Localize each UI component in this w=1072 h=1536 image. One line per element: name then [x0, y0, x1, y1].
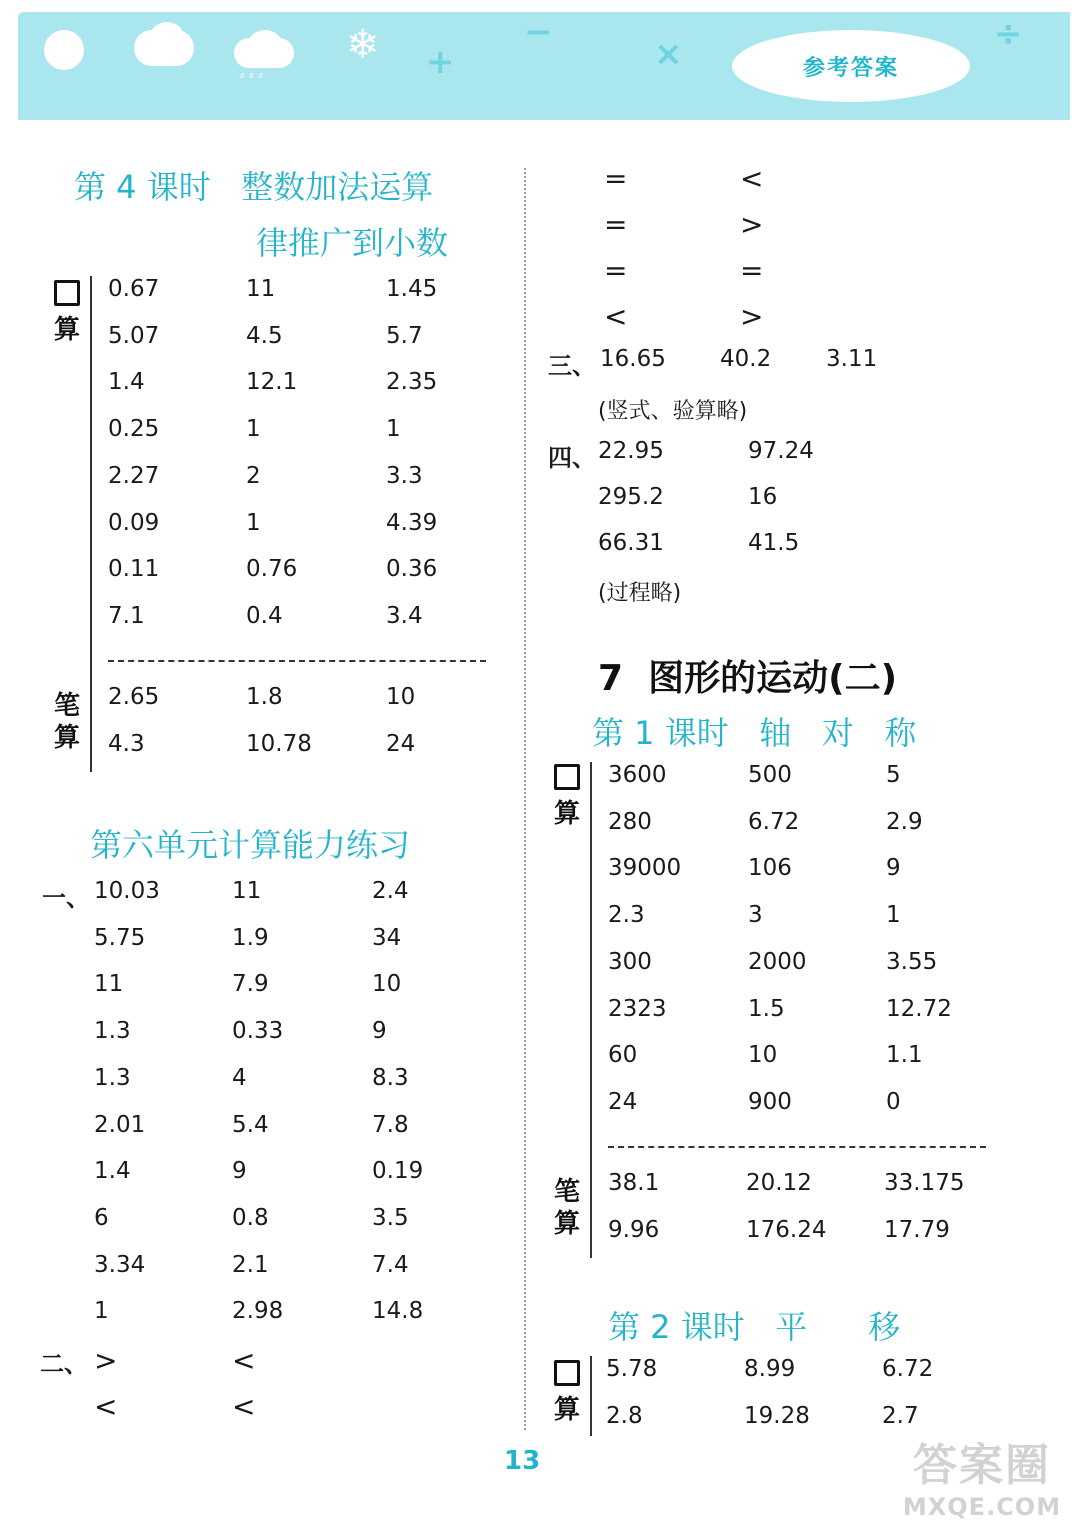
- unit-7-title: 7 图形的运动(二): [598, 658, 898, 699]
- answer-cell: 295.2: [598, 484, 664, 510]
- answer-cell: 0.36: [386, 556, 438, 583]
- answer-cell: 38.1: [608, 1170, 660, 1196]
- comparison-sign: <: [94, 1390, 118, 1423]
- answer-cell: 6: [94, 1204, 109, 1231]
- answer-cell: 0.11: [108, 556, 160, 583]
- answer-cell: 4: [232, 1064, 247, 1091]
- answer-cell: 12.72: [886, 995, 952, 1022]
- answer-cell: 2.65: [108, 684, 160, 710]
- part-3-label: 三、: [548, 352, 596, 380]
- comparison-sign: <: [604, 300, 628, 333]
- answer-cell: 6.72: [748, 808, 800, 835]
- answer-cell: 1: [94, 1298, 109, 1325]
- answer-cell: 6.72: [882, 1356, 934, 1382]
- answer-cell: 1: [246, 416, 261, 443]
- answer-cell: 1.4: [108, 369, 145, 396]
- part-4-label: 四、: [548, 444, 596, 472]
- answer-cell: 3.5: [372, 1204, 409, 1231]
- answer-cell: 2.9: [886, 808, 923, 835]
- mouth-icon: [554, 1360, 580, 1386]
- answer-cell: 2.01: [94, 1111, 146, 1138]
- answer-cell: 8.99: [744, 1356, 796, 1382]
- answer-cell: 3.34: [94, 1251, 146, 1278]
- plus-icon: +: [426, 42, 455, 82]
- answer-cell: 17.79: [884, 1216, 950, 1243]
- answer-cell: 1.3: [94, 1018, 131, 1045]
- part-2-label: 二、: [40, 1350, 88, 1378]
- mouth-icon: [54, 280, 80, 306]
- answer-cell: 7.9: [232, 971, 269, 998]
- answer-cell: 16: [748, 484, 778, 510]
- column-divider: [524, 168, 526, 1430]
- answer-cell: 2.4: [372, 878, 409, 904]
- answer-cell: 3.55: [886, 948, 938, 975]
- answer-cell: 60: [608, 1042, 638, 1069]
- answer-cell: 1: [886, 902, 901, 929]
- dashed-separator: [608, 1146, 986, 1148]
- answer-cell: 0.67: [108, 276, 160, 302]
- answer-bracket-line: [90, 276, 92, 772]
- answer-cell: 7.1: [108, 602, 145, 629]
- answer-cell: 3.11: [826, 346, 878, 372]
- answer-cell: 22.95: [598, 438, 664, 464]
- answer-cell: 2.1: [232, 1251, 269, 1278]
- answer-cell: 14.8: [372, 1298, 424, 1325]
- answer-cell: 5.75: [94, 924, 146, 951]
- answer-cell: 2.7: [882, 1402, 919, 1429]
- answer-cell: 24: [608, 1088, 638, 1115]
- kousuan-label: 算: [552, 764, 582, 830]
- mouth-icon: [554, 764, 580, 790]
- answer-cell: 39000: [608, 855, 682, 882]
- times-icon: ×: [654, 34, 683, 74]
- lesson-4-title-line2: 律推广到小数: [256, 224, 449, 262]
- lesson-1-title: 第 1 课时 轴 对 称: [592, 714, 917, 752]
- answer-cell: 300: [608, 948, 652, 975]
- answer-cell: 0.33: [232, 1018, 284, 1045]
- answer-cell: 10.03: [94, 878, 160, 904]
- comparison-sign: >: [740, 300, 764, 333]
- answer-cell: 3: [748, 902, 763, 929]
- answer-cell: 0.09: [108, 509, 160, 536]
- answer-cell: 2.27: [108, 462, 160, 489]
- answer-key-badge: [732, 30, 970, 102]
- answer-cell: 9: [372, 1018, 387, 1045]
- lesson-4-title: 第 4 课时 整数加法运算: [74, 168, 434, 206]
- answer-cell: 2000: [748, 948, 807, 975]
- answer-cell: 3.4: [386, 602, 423, 629]
- answer-cell: 41.5: [748, 530, 800, 556]
- snowflake-icon: ❄: [346, 22, 380, 68]
- answer-cell: 1.8: [246, 684, 283, 710]
- answer-cell: 0: [886, 1088, 901, 1115]
- answer-cell: 0.8: [232, 1204, 269, 1231]
- answer-cell: 9: [886, 855, 901, 882]
- answer-cell: 40.2: [720, 346, 772, 372]
- answer-cell: 2323: [608, 995, 667, 1022]
- answer-cell: 2.98: [232, 1298, 284, 1325]
- comparison-sign: >: [94, 1344, 118, 1377]
- answer-cell: 11: [246, 276, 276, 302]
- answer-cell: 12.1: [246, 369, 298, 396]
- answer-cell: 176.24: [746, 1216, 827, 1243]
- answer-bracket-line: [590, 1356, 592, 1436]
- comparison-sign: =: [604, 254, 628, 287]
- answer-cell: 10: [386, 684, 416, 710]
- answer-cell: 280: [608, 808, 652, 835]
- answer-cell: 0.25: [108, 416, 160, 443]
- comparison-sign: >: [740, 208, 764, 241]
- page-number: 13: [504, 1446, 541, 1476]
- answer-cell: 106: [748, 855, 792, 882]
- comparison-sign: =: [604, 162, 628, 195]
- kousuan-label: 算: [552, 1360, 582, 1426]
- answer-cell: 1: [386, 416, 401, 443]
- lesson-2-title: 第 2 课时 平 移: [608, 1308, 901, 1346]
- unit-6-practice-title: 第六单元计算能力练习: [90, 826, 411, 864]
- answer-cell: 1.4: [94, 1158, 131, 1185]
- answer-cell: 66.31: [598, 530, 664, 556]
- answer-cell: 19.28: [744, 1402, 810, 1429]
- answer-cell: 8.3: [372, 1064, 409, 1091]
- answer-cell: 1.1: [886, 1042, 923, 1069]
- sun-icon: [44, 30, 84, 70]
- answer-cell: 5: [886, 762, 901, 788]
- answer-cell: 2: [246, 462, 261, 489]
- answer-cell: 11: [232, 878, 262, 904]
- answer-cell: 0.4: [246, 602, 283, 629]
- answer-cell: 16.65: [600, 346, 666, 372]
- answer-cell: 0.19: [372, 1158, 424, 1185]
- answer-key-label: 参考答案: [802, 55, 899, 81]
- answer-bracket-line: [590, 762, 592, 1258]
- answer-cell: 9.96: [608, 1216, 660, 1243]
- answer-cell: 5.4: [232, 1111, 269, 1138]
- answer-cell: 11: [94, 971, 124, 998]
- answer-cell: 1.3: [94, 1064, 131, 1091]
- answer-cell: 20.12: [746, 1170, 812, 1196]
- answer-cell: 4.5: [246, 322, 283, 349]
- answer-cell: 10.78: [246, 730, 312, 757]
- answer-cell: 2.8: [606, 1402, 643, 1429]
- answer-cell: 1.45: [386, 276, 438, 302]
- answer-cell: 5.7: [386, 322, 423, 349]
- answer-cell: 34: [372, 924, 402, 951]
- answer-cell: 5.78: [606, 1356, 658, 1382]
- answer-cell: 900: [748, 1088, 792, 1115]
- comparison-sign: <: [232, 1344, 256, 1377]
- watermark-logo: 答案圈 MXQE.COM: [902, 1440, 1062, 1521]
- answer-cell: 1.5: [748, 995, 785, 1022]
- answer-cell: 10: [372, 971, 402, 998]
- part-3-note: (竖式、验算略): [598, 399, 748, 424]
- answer-cell: 1: [246, 509, 261, 536]
- answer-cell: 0.76: [246, 556, 298, 583]
- answer-cell: 1.9: [232, 924, 269, 951]
- comparison-sign: =: [604, 208, 628, 241]
- answer-cell: 2.35: [386, 369, 438, 396]
- answer-cell: 4.39: [386, 509, 438, 536]
- comparison-sign: <: [740, 162, 764, 195]
- answer-cell: 4.3: [108, 730, 145, 757]
- answer-cell: 3600: [608, 762, 667, 788]
- answer-cell: 10: [748, 1042, 778, 1069]
- answer-cell: 5.07: [108, 322, 160, 349]
- part-4-note: (过程略): [598, 581, 682, 606]
- bisuan-label: 笔 算: [53, 691, 80, 753]
- dashed-separator: [108, 660, 486, 662]
- kousuan-label: 算: [52, 280, 82, 346]
- minus-icon: −: [524, 12, 553, 52]
- comparison-sign: <: [232, 1390, 256, 1423]
- answer-cell: 3.3: [386, 462, 423, 489]
- answer-cell: 2.3: [608, 902, 645, 929]
- answer-cell: 7.4: [372, 1251, 409, 1278]
- bisuan-label: 笔 算: [553, 1177, 580, 1239]
- answer-cell: 24: [386, 730, 416, 757]
- part-1-label: 一、: [42, 884, 90, 912]
- answer-cell: 500: [748, 762, 792, 788]
- divide-icon: ÷: [994, 14, 1023, 54]
- answer-cell: 97.24: [748, 438, 814, 464]
- answer-cell: 9: [232, 1158, 247, 1185]
- comparison-sign: =: [740, 254, 764, 287]
- answer-cell: 33.175: [884, 1170, 965, 1196]
- answer-cell: 7.8: [372, 1111, 409, 1138]
